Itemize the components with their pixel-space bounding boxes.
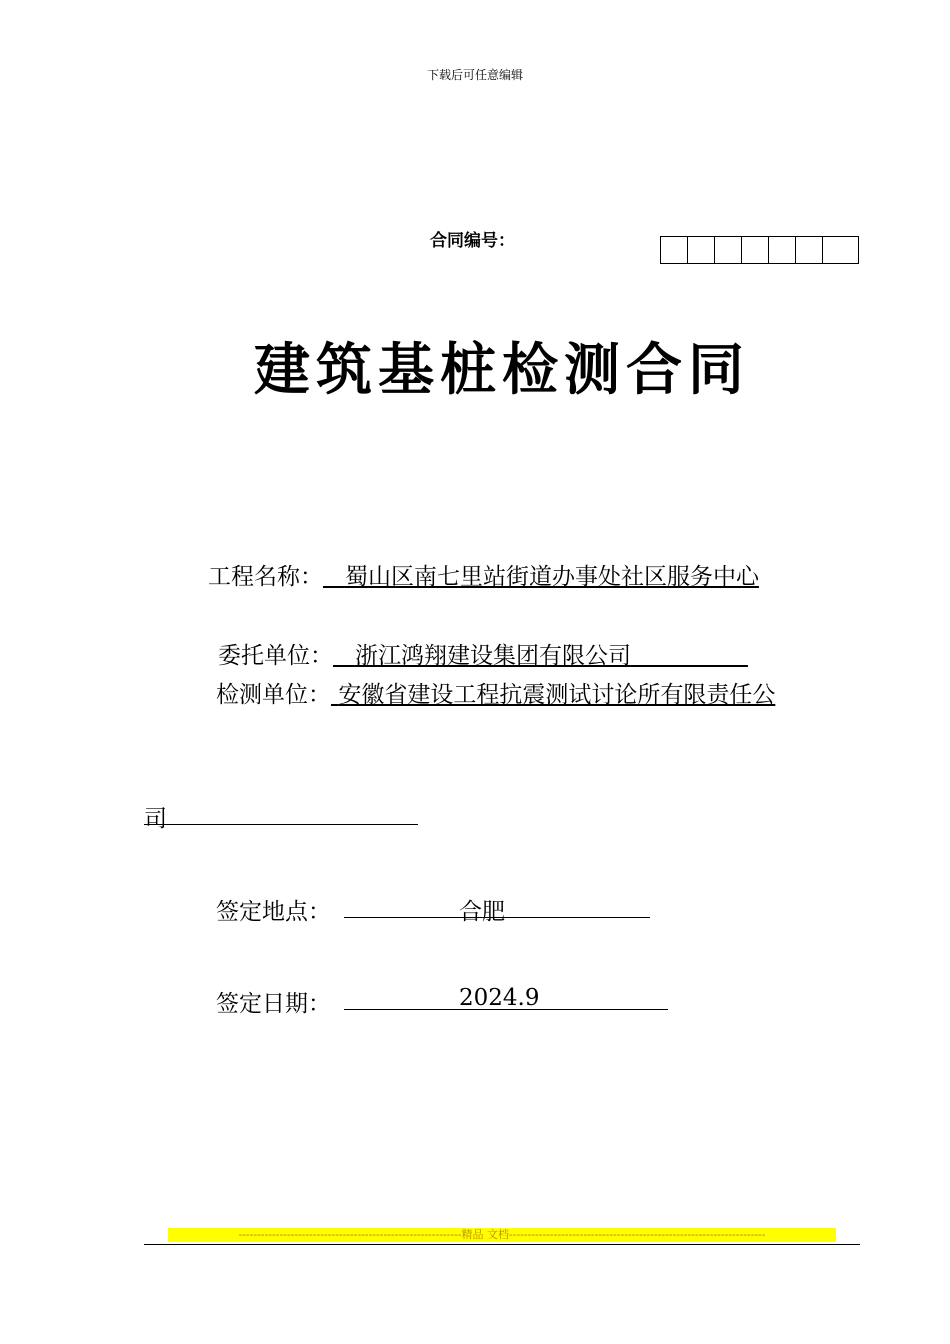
tester-field: [216, 676, 775, 709]
contract-number-box[interactable]: [769, 237, 796, 263]
tester-underline: [144, 824, 418, 825]
project-value: 蜀山区南七里站街道办事处社区服务中心: [344, 564, 759, 590]
date-value: 2024.9: [459, 985, 540, 1011]
tester-value-cont: 司: [144, 806, 167, 832]
project-label: 工程名称：: [208, 564, 323, 590]
tester-value: 安徽省建设工程抗震测试讨论所有限责任公: [338, 682, 776, 708]
project-field: [208, 558, 759, 591]
client-field: [218, 637, 748, 670]
contract-number-box[interactable]: [688, 237, 715, 263]
document-title: 建筑基桩检测合同: [254, 338, 750, 403]
contract-number-boxes[interactable]: [660, 236, 859, 264]
contract-number-box[interactable]: [661, 237, 688, 263]
contract-number-label: 合同编号：: [430, 231, 515, 251]
client-label: 委托单位：: [218, 643, 333, 669]
footer-banner: ------------------------------------------------------------精品 文档---------------------------------------------------------------------: [168, 1228, 836, 1242]
header-note: 下载后可任意编辑: [426, 68, 523, 82]
contract-number-box[interactable]: [796, 237, 823, 263]
place-label: 签定地点：: [216, 899, 331, 925]
date-label: 签定日期：: [216, 991, 331, 1017]
contract-number-box[interactable]: [823, 237, 858, 263]
footer-rule: [144, 1244, 860, 1245]
client-value: 浙江鸿翔建设集团有限公司: [354, 643, 631, 669]
contract-number-box[interactable]: [742, 237, 769, 263]
contract-number-box[interactable]: [715, 237, 742, 263]
footer-text: 精品 文档: [461, 1228, 510, 1241]
place-value: 合肥: [459, 899, 505, 925]
tester-label: 检测单位：: [216, 682, 331, 708]
